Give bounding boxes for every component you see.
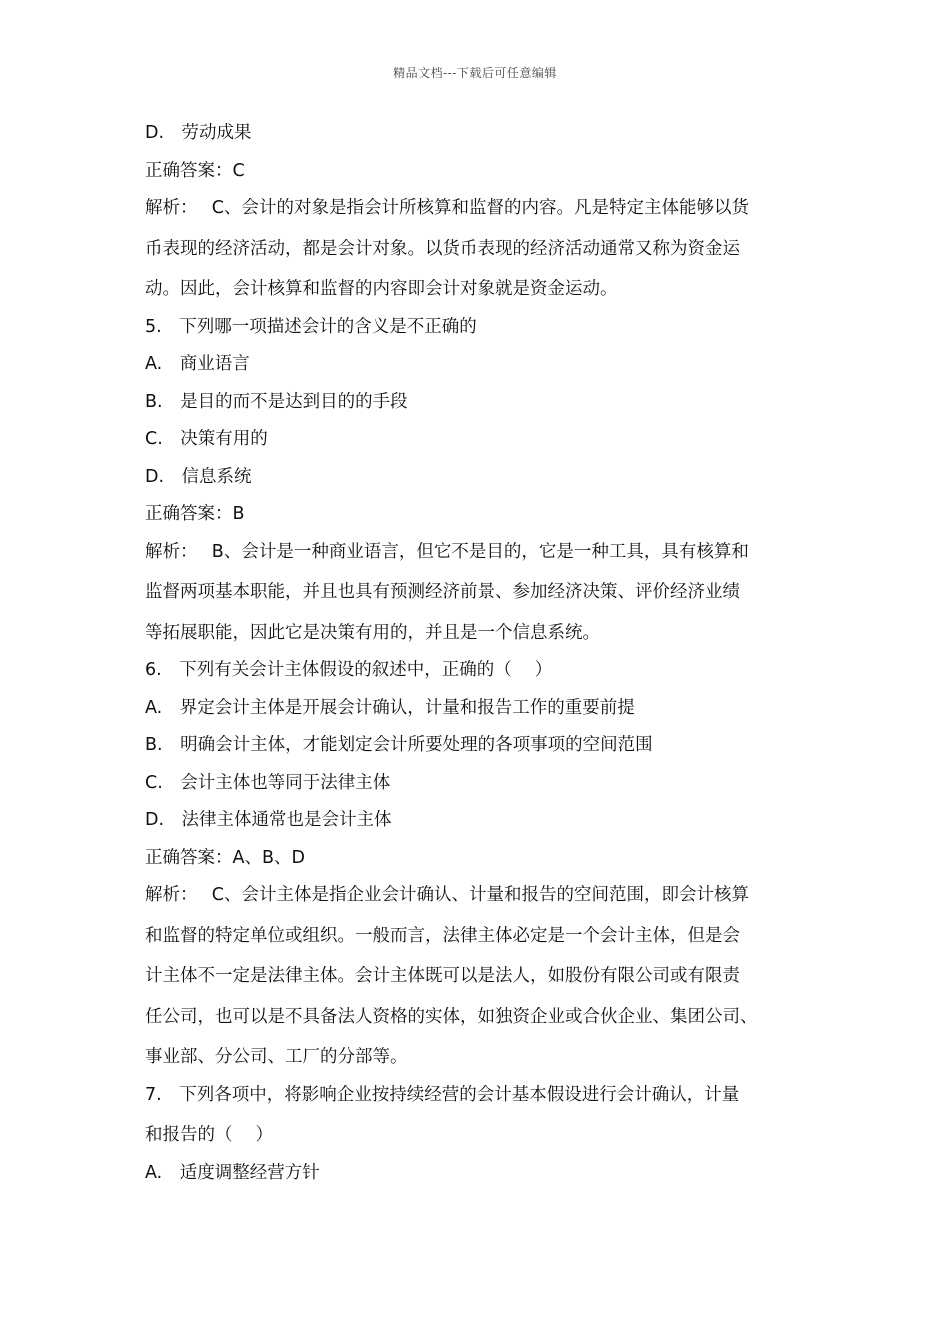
analysis-line: 等拓展职能，因此它是决策有用的，并且是一个信息系统。 bbox=[145, 622, 600, 643]
option-d: D. 信息系统 bbox=[145, 466, 252, 487]
option-c: C. 会计主体也等同于法律主体 bbox=[145, 772, 391, 793]
option-c: C. 决策有用的 bbox=[145, 429, 268, 449]
analysis-line: 解析： C、会计主体是指企业会计确认、计量和报告的空间范围，即会计核算 bbox=[145, 885, 750, 905]
question-5: 5. 下列哪一项描述会计的含义是不正确的 bbox=[145, 316, 477, 337]
option-a: A. 适度调整经营方针 bbox=[145, 1162, 320, 1183]
question-7: 7. 下列各项中，将影响企业按持续经营的会计基本假设进行会计确认，计量 bbox=[145, 1084, 740, 1105]
analysis-line: 解析： B、会计是一种商业语言，但它不是目的，它是一种工具，具有核算和 bbox=[145, 541, 749, 562]
option-b: B. 是目的而不是达到目的的手段 bbox=[145, 391, 408, 412]
analysis-line: 任公司，也可以是不具备法人资格的实体，如独资企业或合伙企业、集团公司、 bbox=[145, 1006, 758, 1027]
page-header: 精品文档---下载后可任意编辑 bbox=[393, 66, 557, 80]
option-d: D. 劳动成果 bbox=[145, 123, 252, 143]
option-b: B. 明确会计主体，才能划定会计所要处理的各项事项的空间范围 bbox=[145, 735, 653, 755]
analysis-line: 监督两项基本职能，并且也具有预测经济前景、参加经济决策、评价经济业绩 bbox=[145, 582, 740, 602]
analysis-line: 计主体不一定是法律主体。会计主体既可以是法人，如股份有限公司或有限责 bbox=[145, 966, 740, 986]
analysis-line: 和监督的特定单位或组织。一般而言，法律主体必定是一个会计主体，但是会 bbox=[145, 925, 740, 946]
question-7-continued: 和报告的（ ） bbox=[145, 1125, 274, 1145]
correct-answer: 正确答案：C bbox=[145, 160, 245, 181]
correct-answer: 正确答案：B bbox=[145, 504, 245, 524]
option-a: A. 界定会计主体是开展会计确认，计量和报告工作的重要前提 bbox=[145, 697, 635, 718]
analysis-line: 动。因此，会计核算和监督的内容即会计对象就是资金运动。 bbox=[145, 279, 618, 299]
option-a: A. 商业语言 bbox=[145, 354, 250, 374]
analysis-line: 币表现的经济活动，都是会计对象。以货币表现的经济活动通常又称为资金运 bbox=[145, 238, 740, 259]
analysis-line: 事业部、分公司、工厂的分部等。 bbox=[145, 1047, 408, 1067]
option-d: D. 法律主体通常也是会计主体 bbox=[145, 810, 392, 830]
question-6: 6. 下列有关会计主体假设的叙述中，正确的（ ） bbox=[145, 660, 553, 680]
document-body bbox=[145, 121, 825, 1185]
correct-answer: 正确答案：A、B、D bbox=[145, 847, 305, 868]
analysis-line: 解析： C、会计的对象是指会计所核算和监督的内容。凡是特定主体能够以货 bbox=[145, 198, 750, 218]
